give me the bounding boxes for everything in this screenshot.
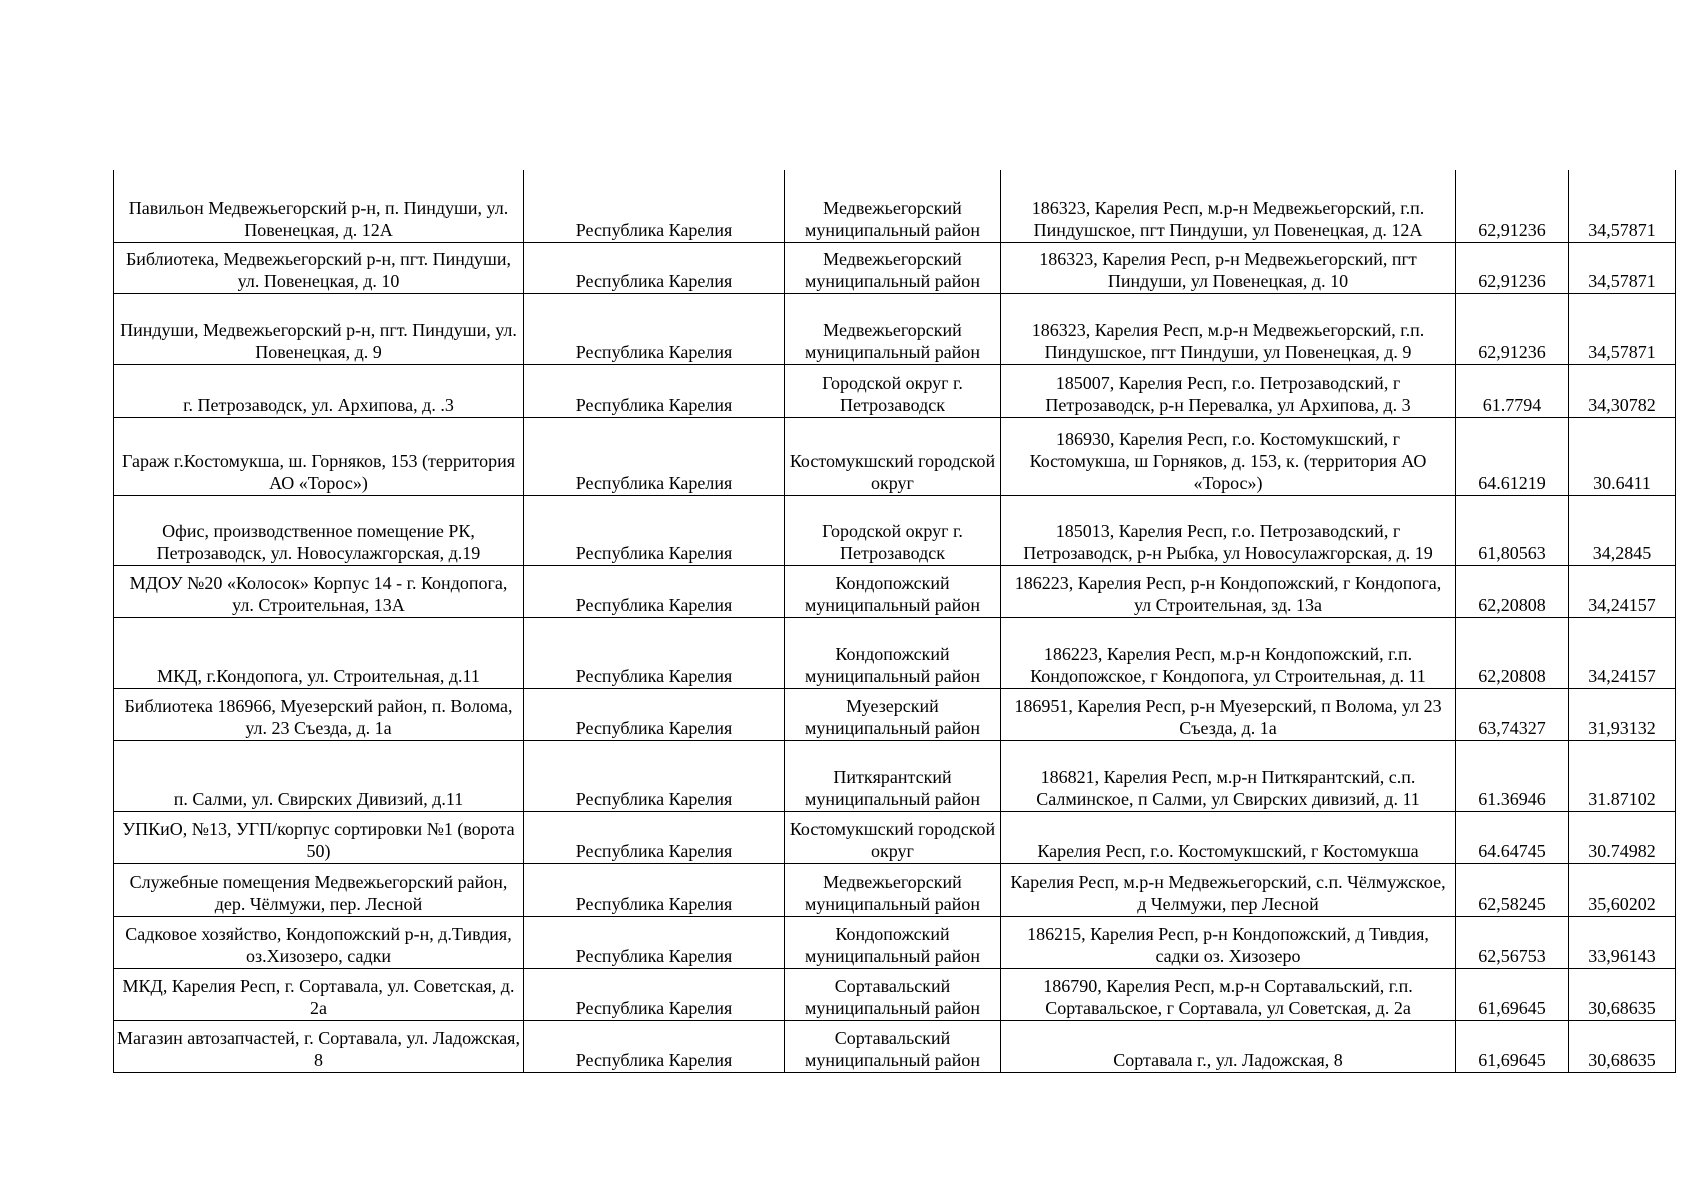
table-row: [114, 688, 1676, 740]
longitude-cell: 31,93132: [1569, 688, 1676, 740]
table-row: [114, 811, 1676, 863]
municipality-cell: Сортавальский муниципальный район: [785, 1020, 1001, 1072]
object-name-cell: п. Салми, ул. Свирских Дивизий, д.11: [114, 740, 524, 811]
address-cell: Сортавала г., ул. Ладожская, 8: [1001, 1020, 1456, 1072]
address-cell: 186930, Карелия Респ, г.о. Костомукшский, г Костомукша, ш Горняков, д. 153, к. (территория АО «Торос»): [1001, 417, 1456, 495]
locations-table: [113, 170, 1676, 1073]
region-cell: Республика Карелия: [524, 740, 785, 811]
longitude-cell: 34,24157: [1569, 565, 1676, 617]
latitude-cell: 62,91236: [1456, 170, 1569, 242]
region-cell: Республика Карелия: [524, 417, 785, 495]
municipality-cell: Питкярантский муниципальный район: [785, 740, 1001, 811]
longitude-cell: 34,57871: [1569, 293, 1676, 364]
latitude-cell: 64.61219: [1456, 417, 1569, 495]
latitude-cell: 61.36946: [1456, 740, 1569, 811]
latitude-cell: 62,56753: [1456, 916, 1569, 968]
object-name-cell: Библиотека 186966, Муезерский район, п. Волома, ул. 23 Съезда, д. 1а: [114, 688, 524, 740]
address-cell: 186323, Карелия Респ, м.р-н Медвежьегорский, г.п. Пиндушское, пгт Пиндуши, ул Повенецкая, д. 12А: [1001, 170, 1456, 242]
latitude-cell: 61,80563: [1456, 495, 1569, 565]
municipality-cell: Городской округ г. Петрозаводск: [785, 495, 1001, 565]
latitude-cell: 61,69645: [1456, 1020, 1569, 1072]
longitude-cell: 33,96143: [1569, 916, 1676, 968]
region-cell: Республика Карелия: [524, 617, 785, 688]
region-cell: Республика Карелия: [524, 242, 785, 293]
municipality-cell: Кондопожский муниципальный район: [785, 565, 1001, 617]
region-cell: Республика Карелия: [524, 811, 785, 863]
region-cell: Республика Карелия: [524, 495, 785, 565]
municipality-cell: Муезерский муниципальный район: [785, 688, 1001, 740]
address-cell: 186790, Карелия Респ, м.р-н Сортавальский, г.п. Сортавальское, г Сортавала, ул Советская, д. 2а: [1001, 968, 1456, 1020]
address-cell: 186223, Карелия Респ, р-н Кондопожский, г Кондопога, ул Строительная, зд. 13а: [1001, 565, 1456, 617]
address-cell: 185013, Карелия Респ, г.о. Петрозаводский, г Петрозаводск, р-н Рыбка, ул Новосулажгорская, д. 19: [1001, 495, 1456, 565]
municipality-cell: Медвежьегорский муниципальный район: [785, 170, 1001, 242]
table-row: [114, 1020, 1676, 1072]
table-row: [114, 617, 1676, 688]
table-row: [114, 565, 1676, 617]
longitude-cell: 30,68635: [1569, 1020, 1676, 1072]
latitude-cell: 62,91236: [1456, 242, 1569, 293]
longitude-cell: 30.6411: [1569, 417, 1676, 495]
longitude-cell: 30.74982: [1569, 811, 1676, 863]
region-cell: Республика Карелия: [524, 293, 785, 364]
object-name-cell: Офис, производственное помещение РК, Петрозаводск, ул. Новосулажгорская, д.19: [114, 495, 524, 565]
latitude-cell: 62,20808: [1456, 565, 1569, 617]
table-row: [114, 863, 1676, 916]
address-cell: 186821, Карелия Респ, м.р-н Питкярантский, с.п. Салминское, п Салми, ул Свирских дивизий, д. 11: [1001, 740, 1456, 811]
table-row: [114, 364, 1676, 417]
object-name-cell: МКД, г.Кондопога, ул. Строительная, д.11: [114, 617, 524, 688]
object-name-cell: Библиотека, Медвежьегорский р-н, пгт. Пиндуши, ул. Повенецкая, д. 10: [114, 242, 524, 293]
object-name-cell: МКД, Карелия Респ, г. Сортавала, ул. Советская, д. 2а: [114, 968, 524, 1020]
object-name-cell: Служебные помещения Медвежьегорский район, дер. Чёлмужи, пер. Лесной: [114, 863, 524, 916]
table-row: [114, 916, 1676, 968]
object-name-cell: Садковое хозяйство, Кондопожский р-н, д.Тивдия, оз.Хизозеро, садки: [114, 916, 524, 968]
address-cell: Карелия Респ, м.р-н Медвежьегорский, с.п. Чёлмужское, д Челмужи, пер Лесной: [1001, 863, 1456, 916]
longitude-cell: 34,24157: [1569, 617, 1676, 688]
table-body: [114, 170, 1676, 1072]
object-name-cell: Пиндуши, Медвежьегорский р-н, пгт. Пиндуши, ул. Повенецкая, д. 9: [114, 293, 524, 364]
address-cell: 185007, Карелия Респ, г.о. Петрозаводский, г Петрозаводск, р-н Перевалка, ул Архипова, д. 3: [1001, 364, 1456, 417]
municipality-cell: Медвежьегорский муниципальный район: [785, 293, 1001, 364]
municipality-cell: Сортавальский муниципальный район: [785, 968, 1001, 1020]
municipality-cell: Кондопожский муниципальный район: [785, 617, 1001, 688]
municipality-cell: Медвежьегорский муниципальный район: [785, 242, 1001, 293]
object-name-cell: Павильон Медвежьегорский р-н, п. Пиндуши, ул. Повенецкая, д. 12А: [114, 170, 524, 242]
object-name-cell: МДОУ №20 «Колосок» Корпус 14 - г. Кондопога, ул. Строительная, 13А: [114, 565, 524, 617]
address-cell: 186951, Карелия Респ, р-н Муезерский, п Волома, ул 23 Съезда, д. 1а: [1001, 688, 1456, 740]
longitude-cell: 30,68635: [1569, 968, 1676, 1020]
object-name-cell: г. Петрозаводск, ул. Архипова, д. .3: [114, 364, 524, 417]
longitude-cell: 31.87102: [1569, 740, 1676, 811]
address-cell: 186223, Карелия Респ, м.р-н Кондопожский, г.п. Кондопожское, г Кондопога, ул Строительная, д. 11: [1001, 617, 1456, 688]
municipality-cell: Кондопожский муниципальный район: [785, 916, 1001, 968]
longitude-cell: 35,60202: [1569, 863, 1676, 916]
table-row: [114, 495, 1676, 565]
municipality-cell: Костомукшский городской округ: [785, 417, 1001, 495]
region-cell: Республика Карелия: [524, 688, 785, 740]
longitude-cell: 34,30782: [1569, 364, 1676, 417]
latitude-cell: 63,74327: [1456, 688, 1569, 740]
longitude-cell: 34,2845: [1569, 495, 1676, 565]
region-cell: Республика Карелия: [524, 863, 785, 916]
latitude-cell: 62,91236: [1456, 293, 1569, 364]
table-row: [114, 293, 1676, 364]
latitude-cell: 61,69645: [1456, 968, 1569, 1020]
object-name-cell: Магазин автозапчастей, г. Сортавала, ул. Ладожская, 8: [114, 1020, 524, 1072]
address-cell: 186323, Карелия Респ, м.р-н Медвежьегорский, г.п. Пиндушское, пгт Пиндуши, ул Повенецкая, д. 9: [1001, 293, 1456, 364]
table-row: [114, 170, 1676, 242]
region-cell: Республика Карелия: [524, 170, 785, 242]
object-name-cell: УПКиО, №13, УГП/корпус сортировки №1 (ворота 50): [114, 811, 524, 863]
municipality-cell: Костомукшский городской округ: [785, 811, 1001, 863]
table-row: [114, 417, 1676, 495]
object-name-cell: Гараж г.Костомукша, ш. Горняков, 153 (территория АО «Торос»): [114, 417, 524, 495]
municipality-cell: Медвежьегорский муниципальный район: [785, 863, 1001, 916]
region-cell: Республика Карелия: [524, 968, 785, 1020]
address-cell: Карелия Респ, г.о. Костомукшский, г Костомукша: [1001, 811, 1456, 863]
table-row: [114, 740, 1676, 811]
latitude-cell: 61.7794: [1456, 364, 1569, 417]
region-cell: Республика Карелия: [524, 916, 785, 968]
region-cell: Республика Карелия: [524, 364, 785, 417]
latitude-cell: 62,58245: [1456, 863, 1569, 916]
longitude-cell: 34,57871: [1569, 170, 1676, 242]
address-cell: 186215, Карелия Респ, р-н Кондопожский, д Тивдия, садки оз. Хизозеро: [1001, 916, 1456, 968]
table-row: [114, 242, 1676, 293]
address-cell: 186323, Карелия Респ, р-н Медвежьегорский, пгт Пиндуши, ул Повенецкая, д. 10: [1001, 242, 1456, 293]
municipality-cell: Городской округ г. Петрозаводск: [785, 364, 1001, 417]
region-cell: Республика Карелия: [524, 565, 785, 617]
region-cell: Республика Карелия: [524, 1020, 785, 1072]
table-row: [114, 968, 1676, 1020]
latitude-cell: 64.64745: [1456, 811, 1569, 863]
longitude-cell: 34,57871: [1569, 242, 1676, 293]
latitude-cell: 62,20808: [1456, 617, 1569, 688]
